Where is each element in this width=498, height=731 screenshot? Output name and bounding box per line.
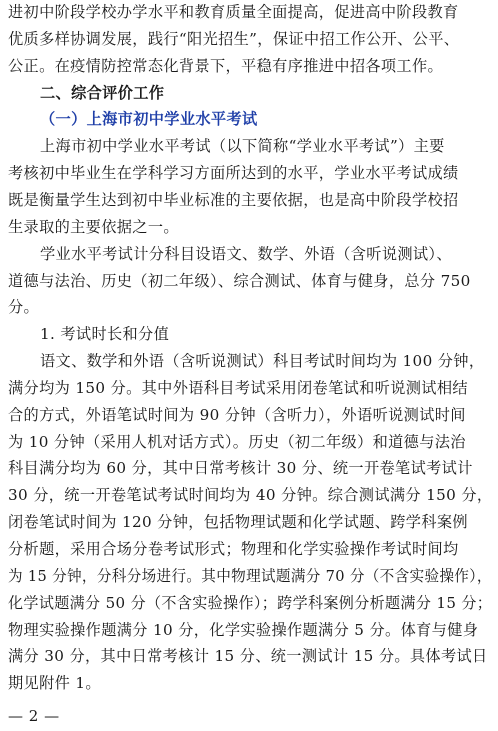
- paragraph-line: 期见附件 1。: [8, 674, 101, 693]
- paragraph-line: 为 15 分钟，分科分场进行。其中物理试题满分 70 分（不含实验操作），: [8, 566, 492, 585]
- paragraph-line: 优质多样协调发展，践行“阳光招生”，保证中招工作公开、公平、: [8, 29, 460, 48]
- paragraph-line: 分析题，采用合场分卷考试形式；物理和化学实验操作考试时间均: [8, 539, 459, 558]
- paragraph-line: 公正。在疫情防控常态化背景下，平稳有序推进中招各项工作。: [8, 56, 444, 75]
- paragraph-line: 生录取的主要依据之一。: [8, 217, 179, 236]
- paragraph-line: 化学试题满分 50 分（不含实验操作）；跨学科案例分析题满分 15 分；: [8, 593, 493, 612]
- page-number: — 2 —: [8, 707, 60, 725]
- paragraph-line: 满分 30 分，其中日常考核计 15 分、统一测试计 15 分。具体考试日: [8, 647, 488, 666]
- paragraph-line: 合的方式，外语笔试时间为 90 分钟（含听力），外语听说测试时间: [8, 405, 466, 424]
- paragraph-line: 语文、数学和外语（含听说测试）科目考试时间均为 100 分钟，: [40, 352, 485, 370]
- paragraph-line: 科目满分均为 60 分，其中日常考核计 30 分、统一开卷笔试考试计: [8, 459, 473, 478]
- paragraph-line: 学业水平考试计分科目设语文、数学、外语（含听说测试）、: [40, 244, 452, 263]
- paragraph-line: 既是衡量学生达到初中毕业标准的主要依据，也是高中阶段学校招: [8, 190, 459, 209]
- paragraph-line: 考核初中毕业生在学科学习方面所达到的水平，学业水平考试成绩: [8, 164, 459, 183]
- paragraph-line: 道德与法治、历史（初二年级）、综合测试、体育与健身，总分 750: [8, 271, 471, 290]
- paragraph-line: 满分均为 150 分。其中外语科目考试采用闭卷笔试和听说测试相结: [8, 378, 468, 397]
- subsection-heading: （一）上海市初中学业水平考试: [40, 110, 258, 129]
- paragraph-line: 30 分，统一开卷笔试考试时间均为 40 分钟。综合测试满分 150 分，: [8, 486, 493, 505]
- item-heading: 1. 考试时长和分值: [40, 325, 170, 344]
- paragraph-line: 进初中阶段学校办学水平和教育质量全面提高，促进高中阶段教育: [8, 3, 459, 21]
- paragraph-line: 为 10 分钟（采用人机对话方式）。历史（初二年级）和道德与法治: [8, 432, 466, 451]
- section-heading: 二、综合评价工作: [40, 83, 165, 102]
- paragraph-line: 分。: [8, 298, 40, 317]
- paragraph-line: 物理实验操作题满分 10 分，化学实验操作题满分 5 分。体育与健身: [8, 620, 479, 639]
- paragraph-line: 上海市初中学业水平考试（以下简称“学业水平考试”）主要: [40, 137, 445, 156]
- paragraph-line: 闭卷笔试时间为 120 分钟，包括物理试题和化学试题、跨学科案例: [8, 513, 468, 532]
